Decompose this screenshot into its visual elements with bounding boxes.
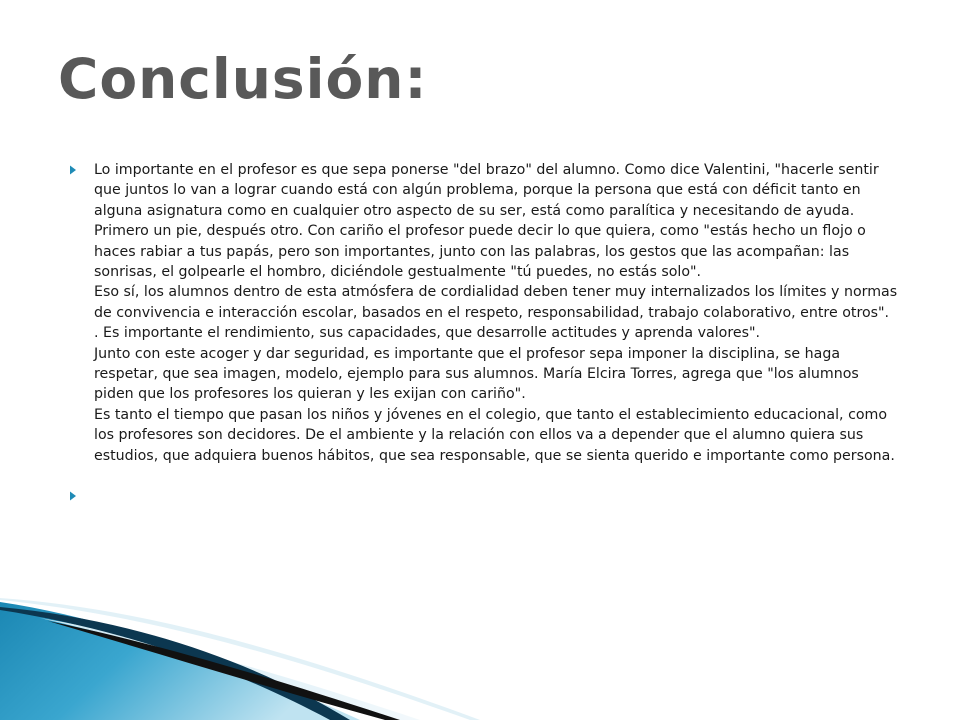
paragraph: Eso sí, los alumnos dentro de esta atmósfera de cordialidad deben tener muy internalizados los límites y normas de convivencia e interacción escolar, basados en el respeto, responsabilidad, trabajo colaborativo, entre otros". . Es importante el rendimiento, sus capacidades, que desarrolle actitudes y aprenda valores". xyxy=(94,284,898,342)
paragraph: Junto con este acoger y dar seguridad, es importante que el profesor sepa imponer la disciplina, se haga respetar, que sea imagen, modelo, ejemplo para sus alumnos. María Elcira Torres, agrega que "los alumnos piden que los profesores los quieran y les exijan con cariño". xyxy=(94,345,859,403)
bullet-item xyxy=(68,160,898,466)
slide-title: Conclusión: xyxy=(58,47,428,111)
paragraph: Es tanto el tiempo que pasan los niños y jóvenes en el colegio, que tanto el establecimiento educacional, como los profesores son decidores. De el ambiente y la relación con ellos va a depender que el alumno quiera sus estudios, que adquiera buenos hábitos, que sea responsable, que se sienta querido e importante como persona. xyxy=(94,406,895,464)
bullet-text xyxy=(94,160,898,466)
triangle-right-icon xyxy=(68,165,78,175)
triangle-right-icon xyxy=(68,491,78,501)
slide-body xyxy=(68,160,898,580)
paragraph: Lo importante en el profesor es que sepa ponerse "del brazo" del alumno. Como dice Valentini, "hacerle sentir que juntos lo van a lograr cuando está con algún problema, porque la persona que está con déficit tanto en alguna asignatura como en cualquier otro aspecto de su ser, está como paralítica y necesitando de ayuda. Primero un pie, después otro. Con cariño el profesor puede decir lo que quiera, como "estás hecho un flojo o haces rabiar a tus papás, pero son importantes, junto con las palabras, los gestos que las acompañan: las sonrisas, el golpearle el hombro, diciéndole gestualmente "tú puedes, no estás solo". xyxy=(94,162,879,281)
corner-swoosh-decoration xyxy=(0,580,960,720)
bullet-item-empty xyxy=(68,486,898,506)
